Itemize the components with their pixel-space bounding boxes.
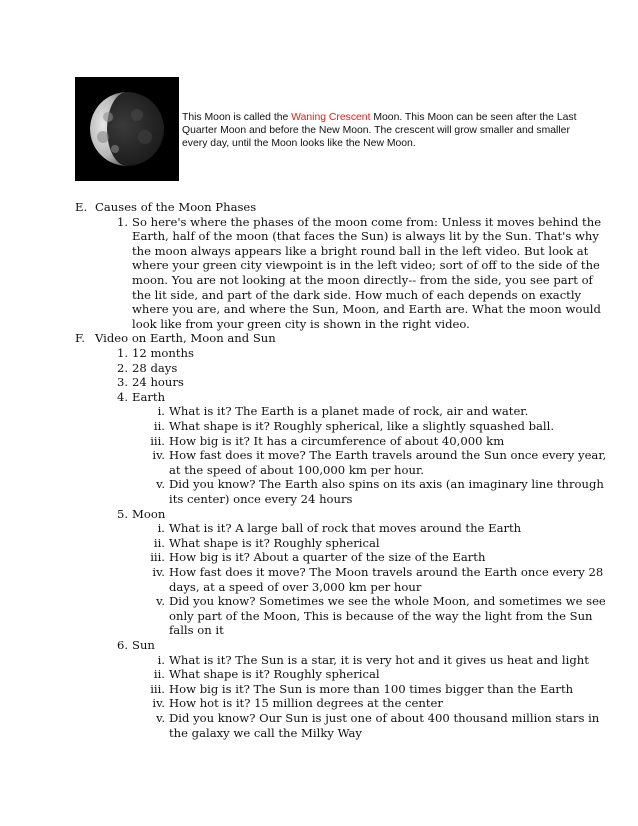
sun-fact-line: How big is it? The Sun is more than 100 times bigger than the Earth <box>169 681 574 696</box>
section-f-heading-marker: F. <box>75 331 85 346</box>
section-f-list-item-moon-marker: 5. <box>116 506 128 521</box>
earth-fact-marker: i. <box>157 404 165 419</box>
moon-image <box>75 77 179 181</box>
moon-fact-line: Did you know? Sometimes we see the whole Moon, and sometimes we see <box>169 594 606 609</box>
earth-fact-line: How fast does it move? The Earth travels around the Sun once every year, <box>169 448 607 463</box>
sun-fact-marker: ii. <box>153 667 165 682</box>
moon-fact-line: falls on it <box>169 623 224 638</box>
section-e-paragraph-line: Earth, half of the moon (that faces the Sun) is always lit by the Sun. That's why <box>132 229 599 244</box>
section-f-list-item-marker: 3. <box>116 375 128 390</box>
section-e-paragraph-line: the moon always appears like a bright round ball in the left video. But look at <box>132 243 589 258</box>
section-e-paragraph-line: where you are, and where the Sun, Moon, and Earth are. What the moon would <box>132 302 601 317</box>
moon-fact-line: days, at a speed of over 3,000 km per hour <box>169 579 422 594</box>
section-e-heading-marker: E. <box>75 200 88 214</box>
earth-fact-marker: iii. <box>150 433 165 448</box>
sun-fact-line: the galaxy we call the Milky Way <box>169 725 362 740</box>
sun-fact-line: Did you know? Our Sun is just one of about 400 thousand million stars in <box>169 711 600 725</box>
section-e-item-1-marker: 1. <box>116 214 128 229</box>
sun-fact-line: How hot is it? 15 million degrees at the center <box>169 696 443 711</box>
waning-crescent-moon-photo <box>75 77 179 181</box>
section-f-heading-title: Video on Earth, Moon and Sun <box>95 331 276 346</box>
moon-fact-marker: ii. <box>153 535 165 550</box>
section-f-list-item-marker: 4. <box>116 389 128 404</box>
moon-caption: This Moon is called the Waning Crescent Moon. This Moon can be seen after the Last Quarter Moon and before the New Moon. The crescent will grow smaller and smaller every day, until the Moon looks like the New Moon. <box>182 112 577 150</box>
moon-phase-name: Waning Crescent <box>291 112 371 123</box>
section-f-list-item-marker: 1. <box>116 346 128 360</box>
moon-fact-line: How fast does it move? The Moon travels around the Earth once every 28 <box>169 565 604 579</box>
earth-fact-line: How big is it? It has a circumference of about 40,000 km <box>169 433 505 448</box>
moon-fact-line: How big is it? About a quarter of the size of the Earth <box>169 550 486 565</box>
sun-fact-marker: iii. <box>150 681 165 696</box>
sun-fact-marker: i. <box>157 652 165 667</box>
section-e-paragraph-line: moon. You are not looking at the moon directly-- from the side, you see part of <box>132 273 593 287</box>
earth-fact-line: What shape is it? Roughly spherical, like a slightly squashed ball. <box>169 419 554 433</box>
sun-fact-marker: v. <box>156 711 165 725</box>
earth-fact-line: What is it? The Earth is a planet made of rock, air and water. <box>169 404 529 419</box>
section-e-heading-title: Causes of the Moon Phases <box>95 200 257 214</box>
section-f-list-item-marker: 2. <box>116 360 128 375</box>
section-f-list-item-text: 28 days <box>132 360 178 375</box>
earth-fact-marker: v. <box>156 477 165 492</box>
moon-fact-line: What is it? A large ball of rock that moves around the Earth <box>169 521 522 536</box>
section-f-list-item-text: 12 months <box>132 346 194 360</box>
section-e-paragraph-line: where your green city viewpoint is in the left video; sort of off to the side of the <box>132 258 600 273</box>
sun-fact-line: What is it? The Sun is a star, it is very hot and it gives us heat and light <box>169 652 589 667</box>
moon-fact-line: only part of the Moon, This is because of the way the light from the Sun <box>169 608 593 623</box>
sun-fact-marker: iv. <box>152 696 165 711</box>
sun-fact-line: What shape is it? Roughly spherical <box>169 667 380 682</box>
earth-fact-line: its center) once every 24 hours <box>169 492 353 506</box>
moon-fact-marker: iv. <box>152 565 165 579</box>
section-f-list-item-sun-text: Sun <box>132 638 155 652</box>
moon-fact-marker: v. <box>156 594 165 609</box>
section-e-paragraph-line: So here's where the phases of the moon come from: Unless it moves behind the <box>132 214 602 229</box>
section-f-list-item-sun-marker: 6. <box>116 638 128 652</box>
earth-fact-marker: iv. <box>152 448 165 463</box>
section-e-paragraph-line: the lit side, and part of the dark side. How much of each depends on exactly <box>132 287 582 302</box>
moon-fact-line: What shape is it? Roughly spherical <box>169 535 380 550</box>
moon-fact-marker: iii. <box>150 550 165 565</box>
section-f-list-item-text: Earth <box>132 389 166 404</box>
earth-fact-line: Did you know? The Earth also spins on its axis (an imaginary line through <box>169 477 604 492</box>
section-f-list-item-text: 24 hours <box>132 375 184 390</box>
earth-fact-line: at the speed of about 100,000 km per hour. <box>169 462 424 477</box>
moon-fact-marker: i. <box>157 521 165 536</box>
section-e-paragraph-line: look like from your green city is shown in the right video. <box>132 316 470 331</box>
section-f-list-item-moon-text: Moon <box>132 506 166 521</box>
earth-fact-marker: ii. <box>153 419 165 433</box>
